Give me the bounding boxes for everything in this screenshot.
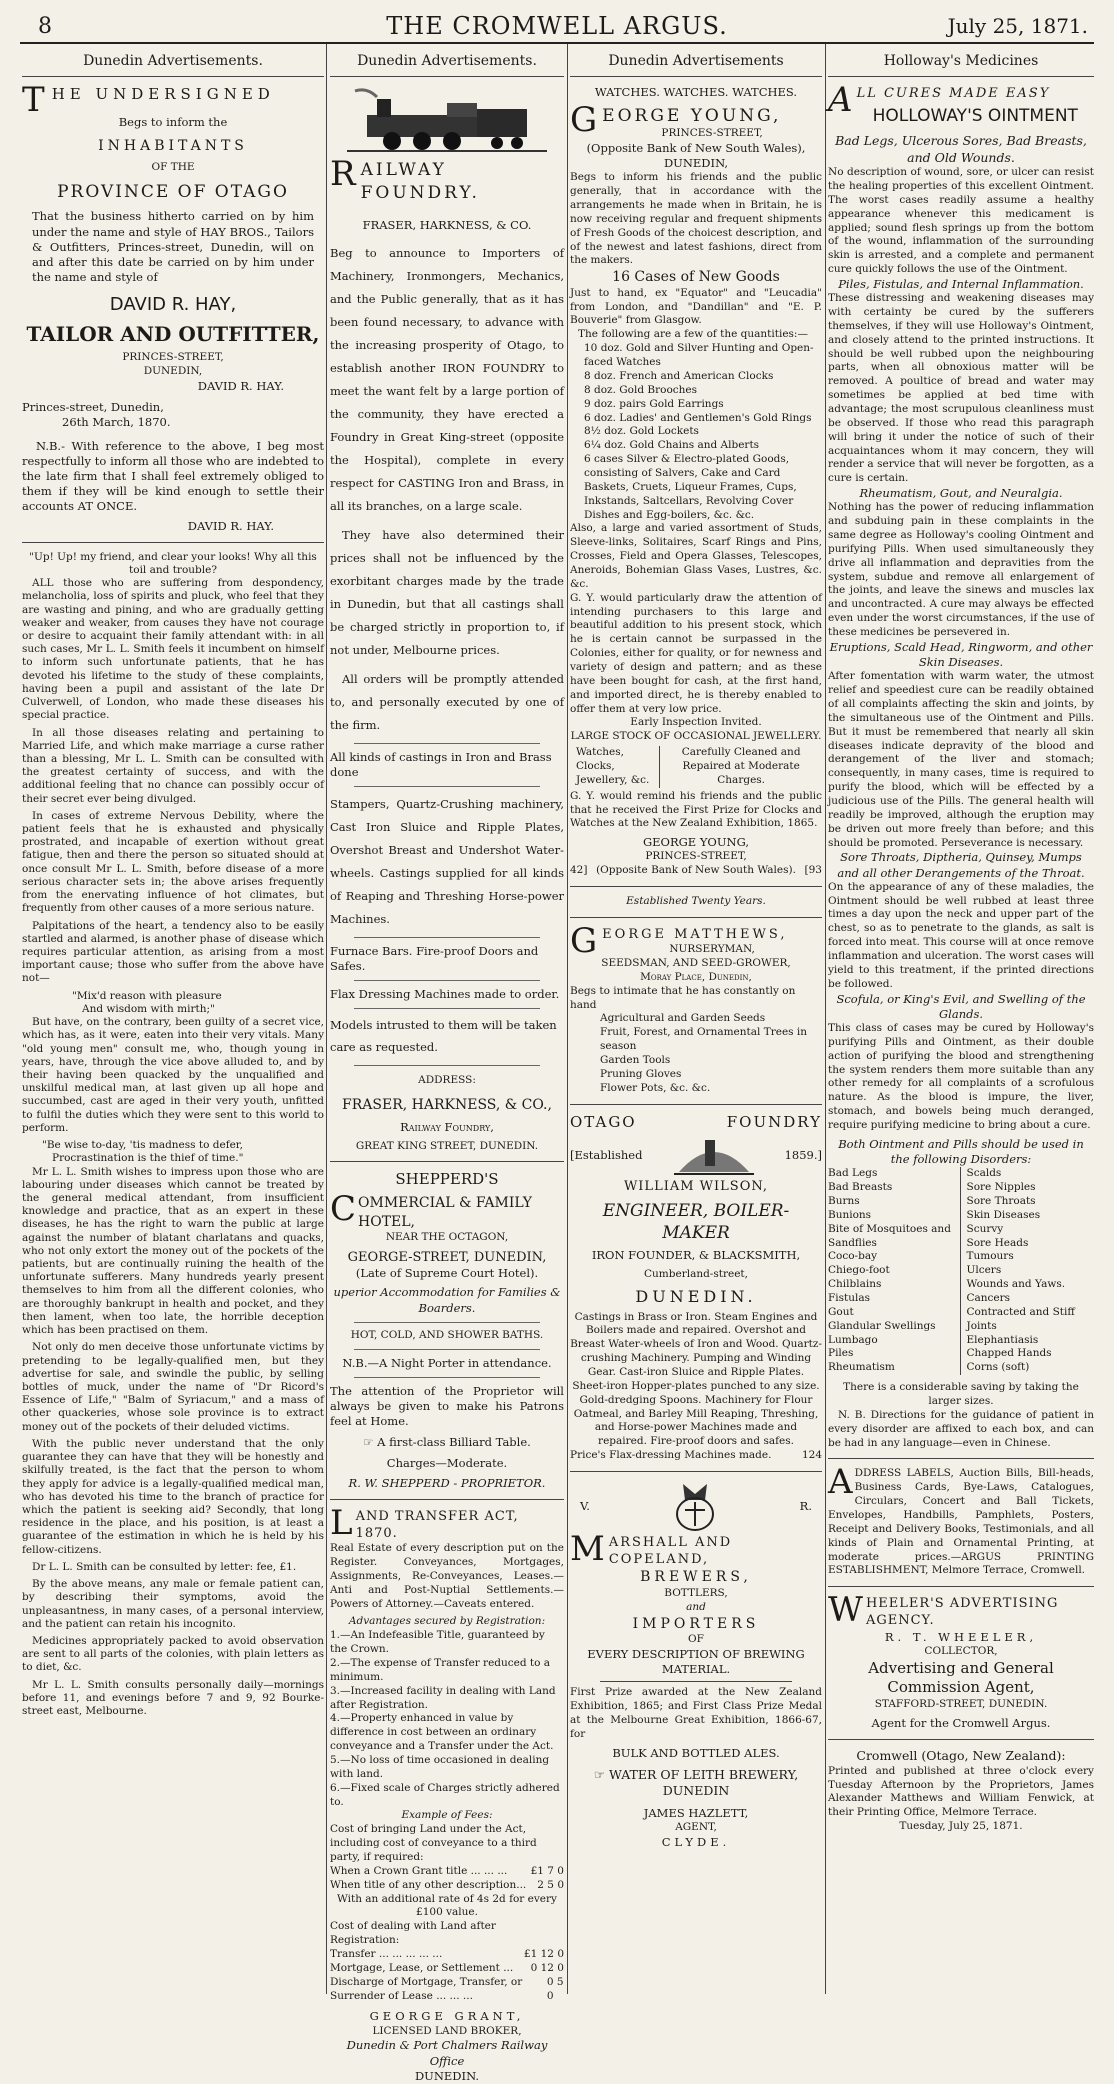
ad-quote: "Up! Up! my friend, and clear your looks! Why all this toil and trouble? <box>29 550 317 576</box>
divider <box>570 917 822 918</box>
disorder-item: Tumours <box>966 1250 1014 1263</box>
divider <box>828 1739 1094 1740</box>
ad-paragraph: No description of wound, sore, or ulcer can resist the healing properties of this excellent Ointment. The worst cases readily assume a healthy appearance whenever this medicament is applied; sound flesh springs up from the bottom of the wound, inflammation of the surrounding skin is arrested, and a complete and permanent cure quickly follows the use of the Ointment. <box>828 166 1094 276</box>
ad-line: Established Twenty Years. <box>626 895 766 908</box>
ad-paragraph: But have, on the contrary, been guilty of a secret vice, which has, as it were, eaten into their very vitals. Many "old young men" consult me, who, though young in years, have, through the vice above alluded to, and by their having been quacked by the unqualified and unskilful medical man, at last given up all hope and succumbed, cast are aged in their very youth, unfitted to fulfil the duties which they were sent to this world to perform. <box>22 1016 324 1134</box>
divider <box>570 886 822 887</box>
wheeler-role: COLLECTOR, <box>924 1644 998 1657</box>
ad-body: The following are a few of the quantities:— <box>578 328 808 341</box>
ad-line: BULK AND BOTTLED ALES. <box>612 1745 780 1760</box>
address-line: Railway Foundry, <box>400 1120 494 1135</box>
ad-body: Castings in Brass or Iron. Steam Engines and Boilers made and repaired. Overshot and Breast Water-wheels of Iron and Wood. Quartz-crushing Machinery. Pumping and Winding Gear. Cast-iron Sluice and Ripple Plates. Sheet-iron Hopper-plates punched to any size. Gold-dredging Spoons. Machinery for Flour Oatmeal, and Barley Mill Reaping, Threshing, and Horse-power Machines made and repaired. Fire-proof doors and safes. <box>570 1310 822 1448</box>
ad-line: 16 Cases of New Goods <box>612 269 780 286</box>
section-heading: Eruptions, Scald Head, Ringworm, and other Skin Diseases. <box>829 639 1093 670</box>
hotel-line: N.B.—A Night Porter in attendance. <box>342 1355 552 1370</box>
broker-role: LICENSED LAND BROKER, <box>372 2024 522 2037</box>
disorder-item: Bad Breasts <box>828 1181 893 1194</box>
ad-heading: HE UNDERSIGNED <box>51 85 275 104</box>
ad-line: PRINCES-STREET, <box>122 351 224 364</box>
pointing-hand-icon: ☞ <box>593 1766 609 1782</box>
disorder-item: Skin Diseases <box>966 1208 1041 1221</box>
section-heading: Sore Throats, Diptheria, Quinsey, Mumps and all other Derangements of the Throat. <box>837 850 1085 880</box>
ad-line: Cumberland-street, <box>644 1267 748 1280</box>
hotel-line: A first-class Billiard Table. <box>377 1435 531 1450</box>
foundry-trade: ENGINEER, BOILER-MAKER <box>602 1200 790 1244</box>
dropcap: T <box>22 80 50 121</box>
column-header: Holloway's Medicines <box>828 50 1094 77</box>
ad-body: Begs to inform his friends and the public generally, that in accordance with the arrangements he made when in Britain, he is now receiving regular and frequent shipments of Fresh Goods of the choicest description, and of the newest and latest fashions, direct from the makers. <box>570 171 822 267</box>
disorder-item: Bunions <box>828 1208 872 1221</box>
address-label: ADDRESS: <box>418 1074 476 1087</box>
ad-signature: DAVID R. HAY. <box>187 518 274 533</box>
divider <box>22 542 324 543</box>
ad-paragraph: Not only do men deceive those unfortunate victims by pretending to be legally-qualified men, but they advertise for sale, and swindle the public, by selling bottles of muck, under the name of "Dr Ricord's Essence of Life," "Balm of Syriacum," and a mass of other quackeries, whose sole province is to extract money out of the pockets of their deluded victims. <box>22 1341 324 1433</box>
ad-line: OF THE <box>151 161 195 174</box>
divider <box>570 1104 822 1105</box>
ad-item: Furnace Bars. Fire-proof Doors and Safes. <box>330 943 539 974</box>
ad-paragraph: Dr L. L. Smith can be consulted by letter: fee, £1. <box>32 1560 297 1573</box>
ad-line: (Opposite Bank of New South Wales). <box>596 864 796 877</box>
crest-letter: V. <box>580 1499 590 1514</box>
ointment-title: HOLLOWAY'S OINTMENT <box>872 105 1078 126</box>
disorder-item: Fistulas <box>828 1291 871 1304</box>
list-item: Fruit, Forest, and Ornamental Trees in season <box>600 1026 808 1053</box>
verse-line: Procrastination is the thief of time." <box>52 1152 244 1165</box>
column-header: Dunedin Advertisements. <box>22 50 324 77</box>
disorder-item: Contracted and Stiff Joints <box>966 1305 1075 1332</box>
watch-items <box>570 342 822 522</box>
column-2 <box>330 50 564 2083</box>
broker-office: Dunedin & Port Chalmers Railway Office <box>346 2038 548 2068</box>
ad-line: IRON FOUNDER, & BLACKSMITH, <box>591 1248 801 1263</box>
ad-paragraph: These distressing and weakening diseases may with certainty be cured by the sufferers themselves, if they will use Holloway's Ointment, and closely attend to the printed instructions. It should be well rubbed upon the neighbouring parts, when all obnoxious matter will be removed. A poultice of bread and water may sometimes be applied at bed time with advantage; the most scrupulous cleanliness must be observed. If those who read this paragraph will bring it under the notice of such of their acquaintances whom it may concern, they will render a service that will never be forgotten, as a cure is certain. <box>828 292 1094 485</box>
ad-body: That the business hitherto carried on by him under the name and style of HAY BROS., Tailors & Outfitters, Princes-street, Dunedin, will on and after this date be carried on by him under the name and style of <box>32 209 314 285</box>
agent-role: AGENT, <box>675 1821 717 1834</box>
established-label: [Established <box>570 1147 643 1162</box>
ad-line: NURSERYMAN, <box>669 943 755 956</box>
ad-signature: GEORGE YOUNG, <box>642 835 750 850</box>
disorder-item: Burns <box>828 1194 860 1207</box>
section-heading: Scofula, or King's Evil, and Swelling of the Glands. <box>836 991 1086 1021</box>
pointing-hand-icon: ☞ <box>363 1435 378 1450</box>
hotel-line: HOT, COLD, AND SHOWER BATHS. <box>350 1328 544 1341</box>
issue-date: July 25, 1871. <box>947 14 1088 38</box>
ad-heading: LL CURES MADE EASY <box>856 86 1051 102</box>
list-item: 4.—Property enhanced in value by difference in cost between an ordinary conveyance and a Transfer under the Act. <box>330 1712 554 1753</box>
ad-line: OF <box>688 1633 704 1646</box>
ad-signature: DAVID R. HAY. <box>197 379 284 394</box>
ad-subheading: Example of Fees: <box>401 1809 493 1822</box>
ad-line: LARGE STOCK OF OCCASIONAL JEWELLERY. <box>570 730 822 743</box>
list-item: 6 cases Silver & Electro-plated Goods, consisting of Salvers, Cake and Card Baskets, Cruets, Liqueur Frames, Cups, Inkstands, Saltcellars, Revolving Cover Dishes and Egg-boilers, &c. &c. <box>584 453 797 521</box>
ad-line: PROVINCE OF OTAGO <box>57 181 289 202</box>
foundry-engraving-icon <box>669 1132 759 1178</box>
list-item: Agricultural and Garden Seeds <box>600 1012 766 1025</box>
dropcap: G <box>570 921 601 962</box>
ad-body: All orders will be promptly attended to, and personally executed by one of the firm. <box>330 671 564 732</box>
masthead <box>20 8 1094 44</box>
imprint-line: Cromwell (Otago, New Zealand): <box>856 1748 1066 1764</box>
divider <box>354 937 540 938</box>
ad-body: Also, a large and varied assortment of Studs, Sleeve-links, Solitaires, Scarf Rings and Pins, Crosses, Field and Opera Glasses, Telescopes, Aneroids, Bohemian Glass Vases, Lustres, &c. &c. <box>570 522 822 590</box>
agent-city: CLYDE. <box>661 1834 731 1849</box>
address-line: GREAT KING STREET, DUNEDIN. <box>355 1139 539 1152</box>
section-heading: Rheumatism, Gout, and Neuralgia. <box>859 486 1063 501</box>
ad-item: All kinds of castings in Iron and Brass done <box>330 749 552 779</box>
ad-paragraph: ALL those who are suffering from despondency, melancholia, loss of spirits and pluck, who feel that they are wasting and pining, and who are gradually getting weaker and weaker, from causes they have not courage or desire to acquaint their family attendant with: in all such cases, Mr L. L. Smith feels it incumbent on himself to inform such unfortunate patients, that he has devoted his lifetime to the study of these complaints, having been a pupil and assistant of the late Dr Culverwell, of London, who made these diseases his special practice. <box>22 577 324 722</box>
labels-advert <box>828 1462 1094 1578</box>
ad-line: BOTTLERS, <box>664 1586 728 1599</box>
disorder-item: Chapped Hands <box>966 1347 1052 1360</box>
ad-line: Price's Flax-dressing Machines made. <box>570 1449 772 1462</box>
ad-paragraph: Mr L. L. Smith wishes to impress upon those who are labouring under diseases which cannot be treated by the general medical attendant, from insufficient knowledge and practice, that as an expert in these diseases, he has the right to warn the public at large against the number of blatant charlatans and quacks, who not only extort the money out of the pockets of the patients, but are continually ruining the health of the unfortunate sufferers. Many hundreds yearly present themselves to him from all the different colonies, who are thoroughly bankrupt in health and pocket, and they then lament, when too late, the horrible deception which has been practised on them. <box>22 1165 324 1337</box>
column-1 <box>22 50 324 1990</box>
disorder-item: Piles <box>828 1347 854 1360</box>
ad-heading: EORGE MATTHEWS, <box>602 927 788 943</box>
ad-paragraph: Palpitations of the heart, a tendency also to be easily startled and alarmed, is another phase of disease which requires particular attention, as arising from a most important cause; those who suffer from the above have not— <box>22 919 324 985</box>
fee-value: 0 12 0 <box>530 1961 564 1974</box>
disorder-item: Scurvy <box>966 1222 1004 1235</box>
disorder-item: Ulcers <box>966 1264 1002 1277</box>
divider <box>354 1377 540 1378</box>
newspaper-title: THE CROMWELL ARGUS. <box>386 12 728 40</box>
ad-body: Beg to announce to Importers of Machinery, Ironmongers, Mechanics, and the Public generally, that as it has been found necessary, to advance with the increasing prosperity of Otago, to establish another IRON FOUNDRY to meet the want felt by a large portion of the community, they have erected a Foundry in Great King-street (opposite the Hospital), complete in every respect for CASTING Iron and Brass, in all its branches, on a large scale. <box>330 245 564 513</box>
list-item: 3.—Increased facility in dealing with Land after Registration. <box>330 1684 556 1711</box>
firm-name: FRASER, HARKNESS, & CO., <box>342 1096 552 1113</box>
disorder-item: Sore Throats <box>966 1194 1036 1207</box>
list-item: 8 doz. Gold Brooches <box>584 383 698 396</box>
column-rule <box>567 44 568 1994</box>
divider <box>828 1586 1094 1587</box>
ad-body: First Prize awarded at the New Zealand Exhibition, 1865; and First Class Prize Medal at the Melbourne Great Exhibition, 1866-67, for <box>570 1686 822 1740</box>
ad-line: EVERY DESCRIPTION OF BREWING MATERIAL. <box>587 1646 805 1677</box>
ad-ref: 124 <box>801 1449 822 1462</box>
fee-label: Mortgage, Lease, or Settlement ... <box>330 1961 514 1974</box>
ad-line: INHABITANTS <box>98 137 248 154</box>
foundry-left: OTAGO <box>570 1112 637 1131</box>
ad-heading: HEELER'S ADVERTISING AGENCY. <box>865 1596 1059 1629</box>
broker-city: DUNEDIN. <box>414 2068 480 2083</box>
list-item: 6¼ doz. Gold Chains and Alberts <box>584 439 760 452</box>
list-item: Pruning Gloves <box>600 1067 682 1080</box>
ad-line: Princes-street, Dunedin, <box>22 400 164 415</box>
disorder-item: Corns (soft) <box>966 1361 1030 1374</box>
ad-line: DUNEDIN, <box>663 156 729 171</box>
ad-line: PRINCES-STREET, <box>645 850 747 863</box>
list-item: 6.—Fixed scale of Charges strictly adhered to. <box>330 1781 560 1808</box>
list-item: 10 doz. Gold and Silver Hunting and Open-faced Watches <box>584 342 814 369</box>
dropcap: W <box>828 1590 864 1631</box>
hotel-line: uperior Accommodation for Families & Boarders. <box>333 1285 561 1315</box>
verse-line: "Be wise to-day, 'tis madness to defer, <box>42 1139 244 1152</box>
column-rule <box>825 44 826 1994</box>
disorder-item: Glandular Swellings <box>828 1319 936 1332</box>
ad-body: Real Estate of every description put on the Register. Conveyances, Mortgages, Assignments, Re-Conveyances, Leases.—Anti and Post-Nuptial Settlements.—Powers of Attorney.—Caveats entered. <box>330 1542 564 1610</box>
ad-line: BREWERS, <box>640 1569 752 1586</box>
hotel-line: The attention of the Proprietor will always be given to make his Patrons feel at Home. <box>330 1383 564 1429</box>
disorder-item: Coco-bay <box>828 1250 878 1263</box>
ad-line: DUNEDIN, <box>143 365 203 378</box>
ad-paragraph: By the above means, any male or female patient can, by describing their symptoms, avoid the unpleasantness, in many cases, of a personal interview, and the patient can retain his incognito. <box>22 1578 324 1630</box>
ad-paragraph: After fomentation with warm water, the utmost relief and speediest cure can be readily obtained of all complaints affecting the skin and joints, by the simultaneous use of the Ointment and Pills. But it must be remembered that nearly all skin diseases indicate depravity of the blood and derangement of the liver and stomach; consequently, in many cases, time is required to purify the blood, which will be effected by a judicious use of the Pills. The general health will readily be improved, although the eruption may be driven out more freely than before; and this should be promoted. Perseverance is necessary. <box>828 670 1094 849</box>
column-3 <box>570 50 822 1990</box>
dropcap: G <box>570 99 601 140</box>
ad-paragraph: Mr L. L. Smith consults personally daily—mornings before 11, and evenings before 7 and 9, 92 Bourke-street east, Melbourne. <box>22 1678 324 1718</box>
royal-crest-icon <box>665 1480 725 1534</box>
fee-label: When a Crown Grant title ... ... ... <box>330 1864 508 1877</box>
foundry-owner: WILLIAM WILSON, <box>623 1179 769 1195</box>
established-year: 1859.] <box>784 1147 822 1162</box>
section-heading: Bad Legs, Ulcerous Sores, Bad Breasts, and Old Wounds. <box>835 133 1087 165</box>
dropcap: A <box>828 80 855 121</box>
agent-name: JAMES HAZLETT, <box>643 1805 749 1820</box>
verse-line: "Mix'd reason with pleasure <box>72 989 222 1002</box>
ad-name: DAVID R. HAY, <box>109 294 237 316</box>
divider <box>354 1008 540 1009</box>
wheeler-agent: Agent for the Cromwell Argus. <box>871 1716 1051 1731</box>
disorder-item: Wounds and Yaws. <box>966 1278 1066 1291</box>
divider <box>354 1322 540 1323</box>
ad-heading: ARSHALL AND COPELAND, <box>608 1535 733 1568</box>
ad-paragraph: In cases of extreme Nervous Debility, where the patient feels that he is exhausted and physically prostrated, and incapable of exertion without great fatigue, then and there the person so situated should at once consult Mr L. L. Smith, before disease of a more serious character sets in; the above arises frequently from the enervating influence of hot climates, but frequently from other causes of a more serious nature. <box>22 809 324 915</box>
ad-body: DDRESS LABELS, Auction Bills, Bill-heads, Business Cards, Bye-Laws, Catalogues, Circulars, Concert and Ball Tickets, Envelopes, Handbills, Pamphlets, Posters, Receipt and Delivery Books, Testimonials, and all kinds of Plain and Ornamental Printing, at moderate prices.—ARGUS PRINTING ESTABLISHMENT, Melmore Terrace, Cromwell. <box>828 1467 1094 1577</box>
imprint-date: Tuesday, July 25, 1871. <box>899 1820 1023 1833</box>
ad-line: IMPORTERS <box>632 1615 760 1632</box>
ad-paragraph: Medicines appropriately packed to avoid observation are sent to all parts of the colonies, with plain letters as to diet, &c. <box>22 1634 324 1674</box>
list-item: 9 doz. pairs Gold Earrings <box>584 397 724 410</box>
list-item: 5.—No loss of time occasioned in dealing with land. <box>330 1753 550 1780</box>
column-header: Dunedin Advertisements <box>570 50 822 77</box>
ad-line: Early Inspection Invited. <box>630 716 762 729</box>
hay-advert <box>22 80 324 533</box>
imprint-body: Printed and published at three o'clock every Tuesday Afternoon by the Proprietors, James Alexander Matthews and William Fenwick, at their Printing Office, Melmore Terrace. <box>828 1764 1094 1819</box>
dropcap: C <box>330 1189 357 1230</box>
broker-name: GEORGE GRANT, <box>369 2009 525 2024</box>
ad-heading: AND TRANSFER ACT, 1870. <box>355 1508 519 1541</box>
ad-line: Carefully Cleaned and Repaired at Moderate Charges. <box>659 746 822 788</box>
ad-paragraph: This class of cases may be cured by Holloway's purifying Pills and Ointment, as their double action of purifying the blood and strengthening the system renders them more suitable than any other remedy for all complaints of a scrofulous nature. As the blood is impure, the liver, stomach, and bowels being much deranged, require purifying medicine to bring about a cure. <box>828 1021 1094 1131</box>
ad-heading: EORGE YOUNG, <box>602 105 782 126</box>
ad-line: and <box>686 1600 706 1613</box>
crest-letter: R. <box>799 1499 812 1514</box>
fee-label: Transfer ... ... ... ... ... <box>330 1947 443 1960</box>
column-header: Dunedin Advertisements. <box>330 50 564 77</box>
ad-topline: WATCHES. WATCHES. WATCHES. <box>594 85 798 100</box>
section-heading: Piles, Fistulas, and Internal Inflammation. <box>838 276 1084 291</box>
ad-subheading: Advantages secured by Registration: <box>348 1615 546 1628</box>
fee-label: Discharge of Mortgage, Transfer, or Surrender of Lease ... ... ... <box>330 1975 523 2002</box>
disorder-item: Cancers <box>966 1291 1011 1304</box>
dropcap: L <box>330 1502 354 1543</box>
hotel-line: (Late of Supreme Court Hotel). <box>355 1266 539 1281</box>
fee-note: Cost of bringing Land under the Act, including cost of conveyance to a third party, if required: <box>330 1823 537 1863</box>
firm-name: FRASER, HARKNESS, & CO. <box>362 218 532 233</box>
ad-line: SEEDSMAN, AND SEED-GROWER, <box>601 957 791 970</box>
dropcap: R <box>330 154 359 195</box>
list-item: Garden Tools <box>600 1054 671 1067</box>
ad-line: Begs to inform the <box>118 115 228 130</box>
disorders-table <box>828 1167 1094 1375</box>
disorder-item: Sore Nipples <box>966 1181 1036 1194</box>
list-item: Flower Pots, &c. &c. <box>600 1081 711 1094</box>
ad-line: PRINCES-STREET, <box>661 127 763 140</box>
ad-line: There is a considerable saving by taking the larger sizes. <box>843 1381 1079 1407</box>
ad-ref: 42] <box>570 864 588 877</box>
ad-line: DUNEDIN. <box>635 1286 757 1306</box>
disorder-item: Lumbago <box>828 1333 878 1346</box>
list-item: 8½ doz. Gold Lockets <box>584 425 699 438</box>
brewery-name: WATER OF LEITH BREWERY, DUNEDIN <box>608 1766 799 1799</box>
disorder-item: Chilblains <box>828 1278 882 1291</box>
divider <box>354 1349 540 1350</box>
hotel-name: SHEPPERD'S <box>395 1170 499 1189</box>
section-heading: Both Ointment and Pills should be used in the following Disorders: <box>838 1136 1084 1167</box>
wheeler-name: R. T. WHEELER, <box>884 1629 1038 1644</box>
disorder-item: Gout <box>828 1305 854 1318</box>
divider <box>330 1499 564 1500</box>
ad-paragraph: On the appearance of any of these maladies, the Ointment should be well rubbed at least three times a day upon the neck and upper part of the chest, so as to penetrate to the glands, as salt is forced into meat. This course will at once remove inflammation and ulceration. The worst cases will yield to this treatment, if the printed directions be followed. <box>828 880 1094 990</box>
disorder-item: Sore Heads <box>966 1236 1029 1249</box>
list-item: 1.—An Indefeasible Title, guaranteed by the Crown. <box>330 1629 545 1656</box>
wheeler-street: STAFFORD-STREET, DUNEDIN. <box>874 1698 1048 1711</box>
ad-item: Models intrusted to them will be taken care as requested. <box>330 1018 557 1055</box>
list-item: 2.—The expense of Transfer reduced to a minimum. <box>330 1656 551 1683</box>
smith-advert <box>22 551 324 1719</box>
disorder-item: Elephantiasis <box>966 1333 1039 1346</box>
hotel-line: NEAR THE OCTAGON, <box>385 1231 509 1244</box>
ad-heading: AILWAY FOUNDRY. <box>360 160 480 203</box>
ad-date: 26th March, 1870. <box>62 415 171 430</box>
fee-value: 0 5 0 <box>546 1975 564 2002</box>
disorder-item: Chiego-foot <box>828 1264 890 1277</box>
ad-paragraph: In all those diseases relating and pertaining to Married Life, and which make marriage a curse rather than a blessing, Mr L. L. Smith can be consulted with the greatest certainty of success, and with the additional feeling that no chance can possibly occur of their secret ever being divulged. <box>22 726 324 805</box>
fee-value: £1 7 0 <box>530 1864 564 1877</box>
ad-nb: N.B.- With reference to the above, I beg most respectfully to inform all those who are indebted to the late firm that I shall feel extremely obliged to them if they will be kind enough to settle their accounts AT ONCE. <box>22 438 324 514</box>
divider <box>600 1681 792 1682</box>
divider <box>354 786 540 787</box>
fee-label: When title of any other description... <box>330 1878 527 1891</box>
divider <box>354 980 540 981</box>
list-item: 8 doz. French and American Clocks <box>584 369 774 382</box>
ad-line: (Opposite Bank of New South Wales), <box>586 140 806 155</box>
ad-item: Stampers, Quartz-Crushing machinery, Cast Iron Sluice and Ripple Plates, Overshot Breast and Undershot Water-wheels. Castings supplied for all kinds of Reaping and Threshing Horse-power Machines. <box>330 796 564 926</box>
hotel-title: OMMERCIAL & FAMILY HOTEL, <box>358 1195 533 1230</box>
ad-item: Flax Dressing Machines made to order. <box>330 987 560 1002</box>
ad-trade: TAILOR AND OUTFITTER, <box>26 322 320 347</box>
divider <box>354 1065 540 1066</box>
ad-line: Begs to intimate that he has constantly on hand <box>570 984 796 1011</box>
divider <box>570 1471 822 1472</box>
dropcap: M <box>570 1529 607 1570</box>
ad-body: G. Y. would remind his friends and the public that he received the First Prize for Clocks and Watches at the New Zealand Exhibition, 1865. <box>570 789 822 830</box>
ad-paragraph: Nothing has the power of reducing inflammation and subduing pain in these complaints in the same degree as Holloway's cooling Ointment and purifying Pills. When used simultaneously they drive all inflammation and depravities from the system, subdue and remove all enlargement of the joints, and leave the sinews and muscles lax and uncontracted. A cure may always be effected even under the worst circumstances, if the use of these medicines be persevered in. <box>828 501 1094 639</box>
ad-body: They have also determined their prices shall not be influenced by the exorbitant charges made by the trade in Dunedin, but that all castings shall be charged strictly in proportion to, if not under, Melbourne prices. <box>330 527 564 657</box>
verse-line: And wisdom with mirth;" <box>82 1002 215 1015</box>
fee-value: 2 5 0 <box>537 1878 564 1891</box>
ad-ref: [93 <box>804 864 822 877</box>
dropcap: A <box>828 1462 853 1503</box>
wheeler-business: Advertising and General Commission Agent, <box>868 1658 1054 1697</box>
disorder-item: Scalds <box>966 1167 1002 1180</box>
divider <box>354 743 540 744</box>
ad-line: Moray Place, Dunedin, <box>640 970 752 983</box>
fee-note: With an additional rate of 4s 2d for every £100 value. <box>337 1892 557 1919</box>
column-4 <box>828 50 1094 1990</box>
list-item: 6 doz. Ladies' and Gentlemen's Gold Rings <box>584 411 812 424</box>
disorder-item: Bite of Mosquitoes and Sandflies <box>828 1222 951 1249</box>
disorder-item: Bad Legs <box>828 1167 878 1180</box>
ad-paragraph: With the public never understand that the only guarantee they can have that they will be honestly and skilfully treated, is the fact that the person to whom they apply for advice is a legally-qualified medical man, who has devoted his time to the branch of practice for which the patient is seeking aid? Secondly, that long residence in the place, and his position, is at least a guarantee of the estimation in which he is held by his fellow-citizens. <box>22 1437 324 1556</box>
ad-line: N. B. Directions for the guidance of patient in every disorder are affixed to each box, and can be had in any language—even in Chinese. <box>828 1408 1094 1449</box>
page-number: 8 <box>38 14 52 39</box>
divider <box>828 1458 1094 1459</box>
column-rule <box>326 44 327 1994</box>
ad-body: Just to hand, ex "Equator" and "Leucadia" from London, and "Dandillan" and "E. P. Bouverie" from Glasgow. <box>570 286 822 327</box>
fee-note: Cost of dealing with Land after Registration: <box>330 1920 496 1947</box>
ad-body: G. Y. would particularly draw the attention of intending purchasers to this large and beautiful addition to his present stock, which he is certain cannot be surpassed in the Colonies, either for quality, or for newness and variety of design and pattern; and as these have been bought for cash, at the first hand, and imported direct, he is thereby enabled to offer them at very low price. <box>570 591 822 715</box>
locomotive-engraving-icon <box>347 85 547 155</box>
hotel-proprietor: R. W. SHEPPERD - PROPRIETOR. <box>348 1475 546 1490</box>
hotel-line: Charges—Moderate. <box>386 1456 508 1471</box>
fee-value: £1 12 0 <box>523 1947 564 1960</box>
foundry-right: FOUNDRY <box>726 1112 822 1131</box>
divider <box>330 1161 564 1162</box>
hotel-line: GEORGE-STREET, DUNEDIN, <box>347 1250 547 1266</box>
disorder-item: Rheumatism <box>828 1361 895 1374</box>
ad-line: Watches, Clocks, Jewellery, &c. <box>576 746 650 786</box>
